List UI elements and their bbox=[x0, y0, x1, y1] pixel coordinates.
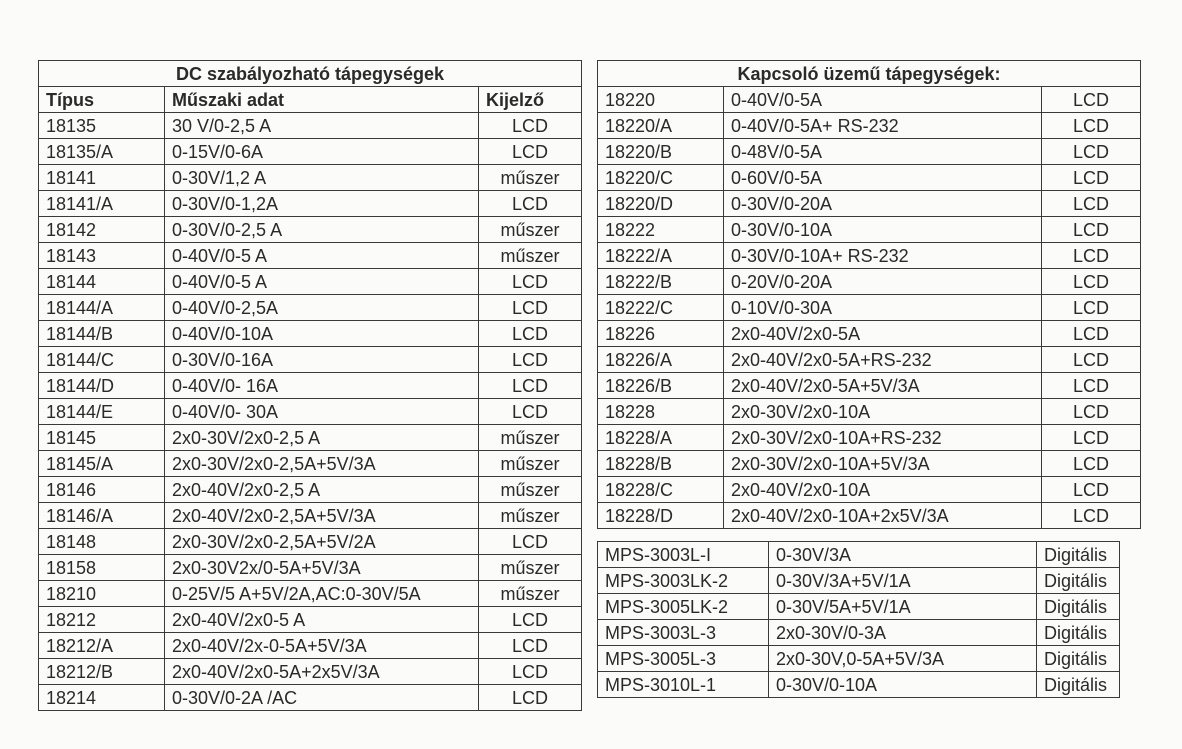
type-cell: 18145 bbox=[39, 425, 165, 451]
type-cell: 18226/B bbox=[598, 373, 724, 399]
type-cell: 18212/A bbox=[39, 633, 165, 659]
spec-cell: 0-40V/0-5 A bbox=[165, 269, 479, 295]
display-cell: műszer bbox=[479, 217, 582, 243]
table-row bbox=[598, 672, 1120, 698]
type-cell: 18220 bbox=[598, 87, 724, 113]
type-cell: MPS-3005L-3 bbox=[598, 646, 769, 672]
display-cell: LCD bbox=[1042, 321, 1141, 347]
spec-cell: 2x0-30V/2x0-10A bbox=[724, 399, 1042, 425]
display-cell: LCD bbox=[1042, 451, 1141, 477]
display-cell: Digitális bbox=[1037, 542, 1120, 568]
table-row bbox=[39, 269, 582, 295]
type-cell: MPS-3003L-3 bbox=[598, 620, 769, 646]
table-row bbox=[598, 568, 1120, 594]
table-row bbox=[598, 113, 1141, 139]
display-cell: LCD bbox=[1042, 191, 1141, 217]
display-cell: Digitális bbox=[1037, 672, 1120, 698]
display-cell: LCD bbox=[1042, 165, 1141, 191]
display-cell: műszer bbox=[479, 451, 582, 477]
display-cell: műszer bbox=[479, 503, 582, 529]
spec-cell: 2x0-30V/2x0-10A+5V/3A bbox=[724, 451, 1042, 477]
table-row bbox=[39, 685, 582, 711]
table-row bbox=[39, 217, 582, 243]
display-cell: LCD bbox=[1042, 243, 1141, 269]
table-row bbox=[39, 633, 582, 659]
display-cell: LCD bbox=[479, 113, 582, 139]
display-cell: LCD bbox=[479, 139, 582, 165]
display-cell: LCD bbox=[1042, 269, 1141, 295]
display-cell: Digitális bbox=[1037, 568, 1120, 594]
table-row bbox=[598, 243, 1141, 269]
display-cell: LCD bbox=[479, 607, 582, 633]
spec-cell: 0-15V/0-6A bbox=[165, 139, 479, 165]
spec-cell: 2x0-30V/2x0-2,5A+5V/2A bbox=[165, 529, 479, 555]
display-cell: Digitális bbox=[1037, 594, 1120, 620]
table-header-row bbox=[39, 87, 582, 113]
table-row bbox=[39, 477, 582, 503]
table-row bbox=[39, 451, 582, 477]
spec-cell: 2x0-30V/2x0-10A+RS-232 bbox=[724, 425, 1042, 451]
type-cell: 18228 bbox=[598, 399, 724, 425]
type-cell: 18214 bbox=[39, 685, 165, 711]
type-cell: 18226 bbox=[598, 321, 724, 347]
type-cell: 18222 bbox=[598, 217, 724, 243]
spec-cell: 0-30V/0-10A+ RS-232 bbox=[724, 243, 1042, 269]
table-row bbox=[598, 87, 1141, 113]
table-row bbox=[598, 217, 1141, 243]
display-cell: Digitális bbox=[1037, 646, 1120, 672]
type-cell: MPS-3003L-I bbox=[598, 542, 769, 568]
switching-power-supply-table bbox=[597, 60, 1141, 529]
table-row bbox=[39, 425, 582, 451]
spec-cell: 2x0-40V/2x0-5 A bbox=[165, 607, 479, 633]
spec-cell: 0-30V/0-20A bbox=[724, 191, 1042, 217]
display-cell: LCD bbox=[1042, 217, 1141, 243]
table-row bbox=[39, 321, 582, 347]
table-row bbox=[598, 347, 1141, 373]
spec-cell: 2x0-40V/2x-0-5A+5V/3A bbox=[165, 633, 479, 659]
display-cell: LCD bbox=[479, 269, 582, 295]
table-row bbox=[598, 139, 1141, 165]
dc-power-supply-table bbox=[38, 60, 582, 711]
spec-cell: 2x0-30V/0-3A bbox=[769, 620, 1037, 646]
display-cell: LCD bbox=[1042, 477, 1141, 503]
display-cell: műszer bbox=[479, 425, 582, 451]
display-cell: LCD bbox=[479, 347, 582, 373]
type-cell: 18141 bbox=[39, 165, 165, 191]
type-cell: 18144/A bbox=[39, 295, 165, 321]
table-row bbox=[39, 243, 582, 269]
type-cell: MPS-3010L-1 bbox=[598, 672, 769, 698]
display-cell: LCD bbox=[1042, 295, 1141, 321]
spec-cell: 0-10V/0-30A bbox=[724, 295, 1042, 321]
table-row bbox=[39, 139, 582, 165]
table-row bbox=[39, 399, 582, 425]
table-row bbox=[39, 659, 582, 685]
type-cell: 18212/B bbox=[39, 659, 165, 685]
spec-cell: 0-40V/0-5A bbox=[724, 87, 1042, 113]
type-cell: MPS-3005LK-2 bbox=[598, 594, 769, 620]
type-cell: 18222/B bbox=[598, 269, 724, 295]
type-cell: 18146 bbox=[39, 477, 165, 503]
type-cell: 18142 bbox=[39, 217, 165, 243]
table-row bbox=[598, 399, 1141, 425]
header-spec: Műszaki adat bbox=[165, 87, 479, 113]
spec-cell: 0-40V/0- 30A bbox=[165, 399, 479, 425]
spec-cell: 0-30V/5A+5V/1A bbox=[769, 594, 1037, 620]
type-cell: 18210 bbox=[39, 581, 165, 607]
spec-cell: 0-30V/0-2A /AC bbox=[165, 685, 479, 711]
header-display: Kijelző bbox=[479, 87, 582, 113]
table-row bbox=[598, 620, 1120, 646]
type-cell: 18135/A bbox=[39, 139, 165, 165]
type-cell: 18135 bbox=[39, 113, 165, 139]
spec-cell: 30 V/0-2,5 A bbox=[165, 113, 479, 139]
spec-cell: 0-40V/0- 16A bbox=[165, 373, 479, 399]
display-cell: LCD bbox=[1042, 373, 1141, 399]
spec-cell: 2x0-40V/2x0-5A+RS-232 bbox=[724, 347, 1042, 373]
table-row bbox=[39, 555, 582, 581]
type-cell: 18145/A bbox=[39, 451, 165, 477]
table-row bbox=[39, 191, 582, 217]
table-row bbox=[39, 503, 582, 529]
spec-cell: 0-30V/0-1,2A bbox=[165, 191, 479, 217]
spec-cell: 0-30V/0-10A bbox=[724, 217, 1042, 243]
spec-cell: 2x0-30V/2x0-2,5 A bbox=[165, 425, 479, 451]
type-cell: 18144/C bbox=[39, 347, 165, 373]
spec-cell: 2x0-30V,0-5A+5V/3A bbox=[769, 646, 1037, 672]
type-cell: 18226/A bbox=[598, 347, 724, 373]
spec-cell: 0-30V/0-10A bbox=[769, 672, 1037, 698]
display-cell: LCD bbox=[479, 633, 582, 659]
table-row bbox=[598, 451, 1141, 477]
table-row bbox=[598, 425, 1141, 451]
display-cell: LCD bbox=[1042, 347, 1141, 373]
table-row bbox=[39, 373, 582, 399]
spec-cell: 0-30V/3A+5V/1A bbox=[769, 568, 1037, 594]
display-cell: műszer bbox=[479, 555, 582, 581]
spec-cell: 2x0-40V/2x0-10A+2x5V/3A bbox=[724, 503, 1042, 529]
spec-cell: 0-30V/3A bbox=[769, 542, 1037, 568]
table-title-row bbox=[598, 61, 1141, 87]
spec-cell: 0-20V/0-20A bbox=[724, 269, 1042, 295]
display-cell: LCD bbox=[1042, 113, 1141, 139]
switching-table-title: Kapcsoló üzemű tápegységek: bbox=[598, 61, 1141, 87]
display-cell: műszer bbox=[479, 477, 582, 503]
display-cell: LCD bbox=[479, 399, 582, 425]
spec-cell: 2x0-40V/2x0-5A+2x5V/3A bbox=[165, 659, 479, 685]
display-cell: LCD bbox=[1042, 425, 1141, 451]
type-cell: 18228/D bbox=[598, 503, 724, 529]
type-cell: 18228/C bbox=[598, 477, 724, 503]
spec-cell: 0-40V/0-10A bbox=[165, 321, 479, 347]
display-cell: LCD bbox=[479, 191, 582, 217]
type-cell: 18228/A bbox=[598, 425, 724, 451]
type-cell: 18220/D bbox=[598, 191, 724, 217]
type-cell: 18158 bbox=[39, 555, 165, 581]
spec-cell: 0-48V/0-5A bbox=[724, 139, 1042, 165]
spec-cell: 0-40V/0-5 A bbox=[165, 243, 479, 269]
type-cell: 18144/D bbox=[39, 373, 165, 399]
table-row bbox=[598, 542, 1120, 568]
type-cell: 18148 bbox=[39, 529, 165, 555]
type-cell: 18141/A bbox=[39, 191, 165, 217]
spec-cell: 0-30V/0-2,5 A bbox=[165, 217, 479, 243]
spec-cell: 2x0-40V/2x0-5A bbox=[724, 321, 1042, 347]
type-cell: 18144/E bbox=[39, 399, 165, 425]
spec-cell: 0-40V/0-5A+ RS-232 bbox=[724, 113, 1042, 139]
table-row bbox=[598, 295, 1141, 321]
dc-table-title: DC szabályozható tápegységek bbox=[39, 61, 582, 87]
spec-cell: 2x0-40V/2x0-2,5 A bbox=[165, 477, 479, 503]
spec-cell: 2x0-40V/2x0-5A+5V/3A bbox=[724, 373, 1042, 399]
spec-cell: 2x0-30V/2x0-2,5A+5V/3A bbox=[165, 451, 479, 477]
mps-power-supply-table bbox=[597, 541, 1120, 698]
spec-cell: 2x0-40V/2x0-2,5A+5V/3A bbox=[165, 503, 479, 529]
spec-cell: 0-25V/5 A+5V/2A,AC:0-30V/5A bbox=[165, 581, 479, 607]
table-row bbox=[39, 529, 582, 555]
display-cell: LCD bbox=[479, 685, 582, 711]
table-row bbox=[598, 165, 1141, 191]
table-title-row bbox=[39, 61, 582, 87]
type-cell: 18228/B bbox=[598, 451, 724, 477]
type-cell: 18212 bbox=[39, 607, 165, 633]
table-row bbox=[598, 646, 1120, 672]
type-cell: 18222/A bbox=[598, 243, 724, 269]
type-cell: MPS-3003LK-2 bbox=[598, 568, 769, 594]
display-cell: LCD bbox=[1042, 139, 1141, 165]
spec-cell: 0-60V/0-5A bbox=[724, 165, 1042, 191]
spec-cell: 0-30V/1,2 A bbox=[165, 165, 479, 191]
display-cell: LCD bbox=[1042, 399, 1141, 425]
spec-cell: 0-30V/0-16A bbox=[165, 347, 479, 373]
table-row bbox=[598, 321, 1141, 347]
display-cell: műszer bbox=[479, 581, 582, 607]
display-cell: LCD bbox=[1042, 87, 1141, 113]
display-cell: Digitális bbox=[1037, 620, 1120, 646]
table-row bbox=[39, 607, 582, 633]
spec-cell: 2x0-30V2x/0-5A+5V/3A bbox=[165, 555, 479, 581]
display-cell: LCD bbox=[479, 373, 582, 399]
table-row bbox=[39, 165, 582, 191]
type-cell: 18220/C bbox=[598, 165, 724, 191]
table-row bbox=[598, 503, 1141, 529]
display-cell: LCD bbox=[479, 295, 582, 321]
spec-cell: 0-40V/0-2,5A bbox=[165, 295, 479, 321]
type-cell: 18146/A bbox=[39, 503, 165, 529]
display-cell: műszer bbox=[479, 165, 582, 191]
type-cell: 18220/A bbox=[598, 113, 724, 139]
table-row bbox=[598, 269, 1141, 295]
type-cell: 18220/B bbox=[598, 139, 724, 165]
table-row bbox=[598, 191, 1141, 217]
type-cell: 18222/C bbox=[598, 295, 724, 321]
display-cell: LCD bbox=[1042, 503, 1141, 529]
type-cell: 18143 bbox=[39, 243, 165, 269]
table-row bbox=[598, 477, 1141, 503]
table-row bbox=[39, 581, 582, 607]
table-row bbox=[39, 295, 582, 321]
display-cell: LCD bbox=[479, 659, 582, 685]
table-row bbox=[39, 113, 582, 139]
table-row bbox=[598, 373, 1141, 399]
spec-cell: 2x0-40V/2x0-10A bbox=[724, 477, 1042, 503]
type-cell: 18144/B bbox=[39, 321, 165, 347]
display-cell: LCD bbox=[479, 529, 582, 555]
header-type: Típus bbox=[39, 87, 165, 113]
table-row bbox=[598, 594, 1120, 620]
display-cell: műszer bbox=[479, 243, 582, 269]
display-cell: LCD bbox=[479, 321, 582, 347]
table-row bbox=[39, 347, 582, 373]
type-cell: 18144 bbox=[39, 269, 165, 295]
